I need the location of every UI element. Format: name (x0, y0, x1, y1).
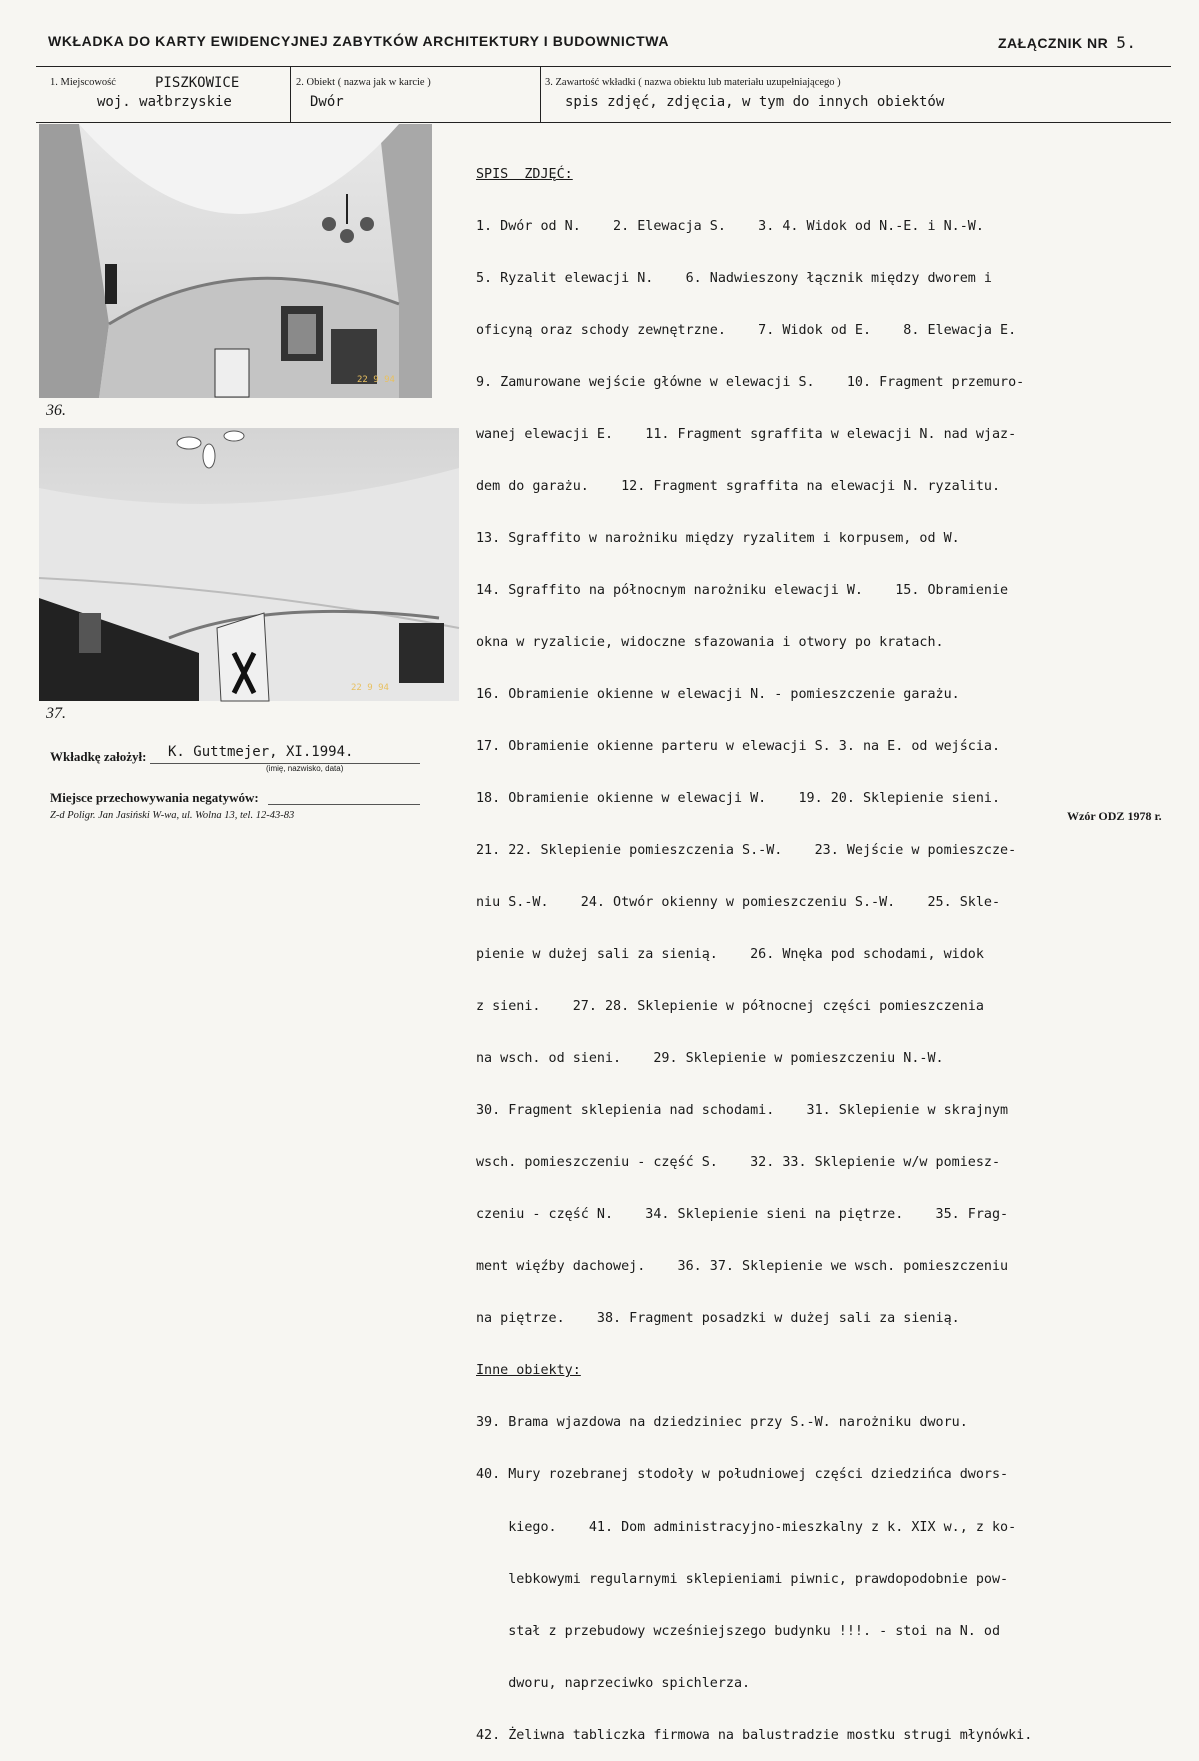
field-3-value: spis zdjęć, zdjęcia, w tym do innych obiektów (565, 94, 945, 110)
list-line: oficyną oraz schody zewnętrzne. 7. Widok od E. 8. Elewacja E. (476, 322, 1017, 338)
field-2-value: Dwór (310, 94, 344, 110)
field-1-label: 1. Miejscowość (50, 77, 116, 88)
list-line: 1. Dwór od N. 2. Elewacja S. 3. 4. Widok od N.-E. i N.-W. (476, 218, 984, 234)
list-line: 5. Ryzalit elewacji N. 6. Nadwieszony łącznik między dworem i (476, 270, 992, 286)
field-1-value-region: woj. wałbrzyskie (97, 94, 232, 110)
page-title: WKŁADKA DO KARTY EWIDENCYJNEJ ZABYTKÓW ARCHITEKTURY I BUDOWNICTWA (48, 33, 670, 49)
list-line: ment więźby dachowej. 36. 37. Sklepienie we wsch. pomieszczeniu (476, 1259, 1009, 1275)
founder-value: K. Guttmejer, XI.1994. (168, 744, 354, 760)
list-line: kiego. 41. Dom administracyjno-mieszkalny z k. XIX w., z ko- (476, 1519, 1017, 1535)
list-line: 14. Sgraffito na północnym narożniku elewacji W. 15. Obramienie (476, 582, 1009, 598)
list-line: 39. Brama wjazdowa na dziedziniec przy S.-W. narożniku dworu. (476, 1415, 968, 1431)
annex-label (998, 33, 1136, 52)
list-line: 21. 22. Sklepienie pomieszczenia S.-W. 23. Wejście w pomieszcze- (476, 843, 1017, 859)
photo-list-heading: SPIS ZDJĘĆ: (476, 166, 573, 182)
photo-36-image (39, 124, 432, 398)
list-line: z sieni. 27. 28. Sklepienie w północnej części pomieszczenia (476, 999, 984, 1015)
list-line: niu S.-W. 24. Otwór okienny w pomieszczeniu S.-W. 25. Skle- (476, 895, 1001, 911)
list-line: wsch. pomieszczeniu - część S. 32. 33. Sklepienie w/w pomiesz- (476, 1155, 1001, 1171)
printer-info: Z-d Poligr. Jan Jasiński W-wa, ul. Wolna 13, tel. 12-43-83 (50, 810, 295, 821)
field-top-rule (36, 66, 1171, 67)
model-info: Wzór ODZ 1978 r. (1067, 809, 1162, 823)
list-line: lebkowymi regularnymi sklepieniami piwnic, prawdopodobnie pow- (476, 1571, 1009, 1587)
list-line: 13. Sgraffito w narożniku między ryzalitem i korpusem, od W. (476, 530, 960, 546)
list-line: pienie w dużej sali za sienią. 26. Wnęka pod schodami, widok (476, 947, 984, 963)
photo-36-date-stamp: 22 9 94 (357, 375, 395, 385)
photo-36-number: 36. (46, 402, 66, 419)
list-line: 16. Obramienie okienne w elewacji N. - pomieszczenie garażu. (476, 687, 960, 702)
photo-37 (39, 428, 459, 701)
founder-label: Wkładkę założył: (50, 749, 147, 764)
list-line: na piętrze. 38. Fragment posadzki w dużej sali za sienią. (476, 1311, 960, 1327)
field-2-label: 2. Obiekt ( nazwa jak w karcie ) (296, 77, 431, 88)
list-line: 30. Fragment sklepienia nad schodami. 31. Sklepienie w skrajnym (476, 1103, 1009, 1119)
list-line: dem do garażu. 12. Fragment sgraffita na elewacji N. ryzalitu. (476, 478, 1001, 494)
annex-label-text: ZAŁĄCZNIK NR (998, 35, 1109, 51)
list-line: 42. Żeliwna tabliczka firmowa na balustradzie mostku strugi młynówki. (476, 1727, 1033, 1743)
list-line: czeniu - część N. 34. Sklepienie sieni na piętrze. 35. Frag- (476, 1207, 1009, 1223)
list-line: na wsch. od sieni. 29. Sklepienie w pomieszczeniu N.-W. (476, 1051, 944, 1067)
field-bottom-rule (36, 122, 1171, 123)
list-line: 18. Obramienie okienne w elewacji W. 19. 20. Sklepienie sieni. (476, 791, 1001, 807)
photo-37-image (39, 428, 459, 701)
photo-37-number: 37. (46, 705, 66, 722)
photo-list-text (476, 131, 1196, 1761)
field-3-label: 3. Zawartość wkładki ( nazwa obiektu lub materiału uzupełniającego ) (545, 77, 841, 88)
storage-label: Miejsce przechowywania negatywów: (50, 790, 259, 805)
photo-37-date-stamp: 22 9 94 (351, 683, 389, 693)
annex-number: 5. (1116, 33, 1137, 52)
founder-hint: (imię, nazwisko, data) (266, 764, 344, 773)
storage-dotted-line (268, 804, 420, 805)
list-line: 9. Zamurowane wejście główne w elewacji S. 10. Fragment przemuro- (476, 374, 1025, 390)
photo-36 (39, 124, 432, 398)
field-1-value-place: PISZKOWICE (155, 75, 240, 91)
list-line: 17. Obramienie okienne parteru w elewacji S. 3. na E. od wejścia. (476, 739, 1001, 755)
list-line: okna w ryzalicie, widoczne sfazowania i otwory po kratach. (476, 634, 944, 650)
list-line: 40. Mury rozebranej stodoły w południowej części dziedzińca dwors- (476, 1467, 1009, 1483)
other-objects-heading: Inne obiekty: (476, 1363, 581, 1379)
list-line: wanej elewacji E. 11. Fragment sgraffita w elewacji N. nad wjaz- (476, 426, 1017, 442)
list-line: stał z przebudowy wcześniejszego budynku !!!. - stoi na N. od (476, 1623, 1001, 1639)
field-divider-2 (540, 66, 541, 122)
field-divider-1 (290, 66, 291, 122)
list-line: dworu, naprzeciwko spichlerza. (476, 1675, 751, 1691)
